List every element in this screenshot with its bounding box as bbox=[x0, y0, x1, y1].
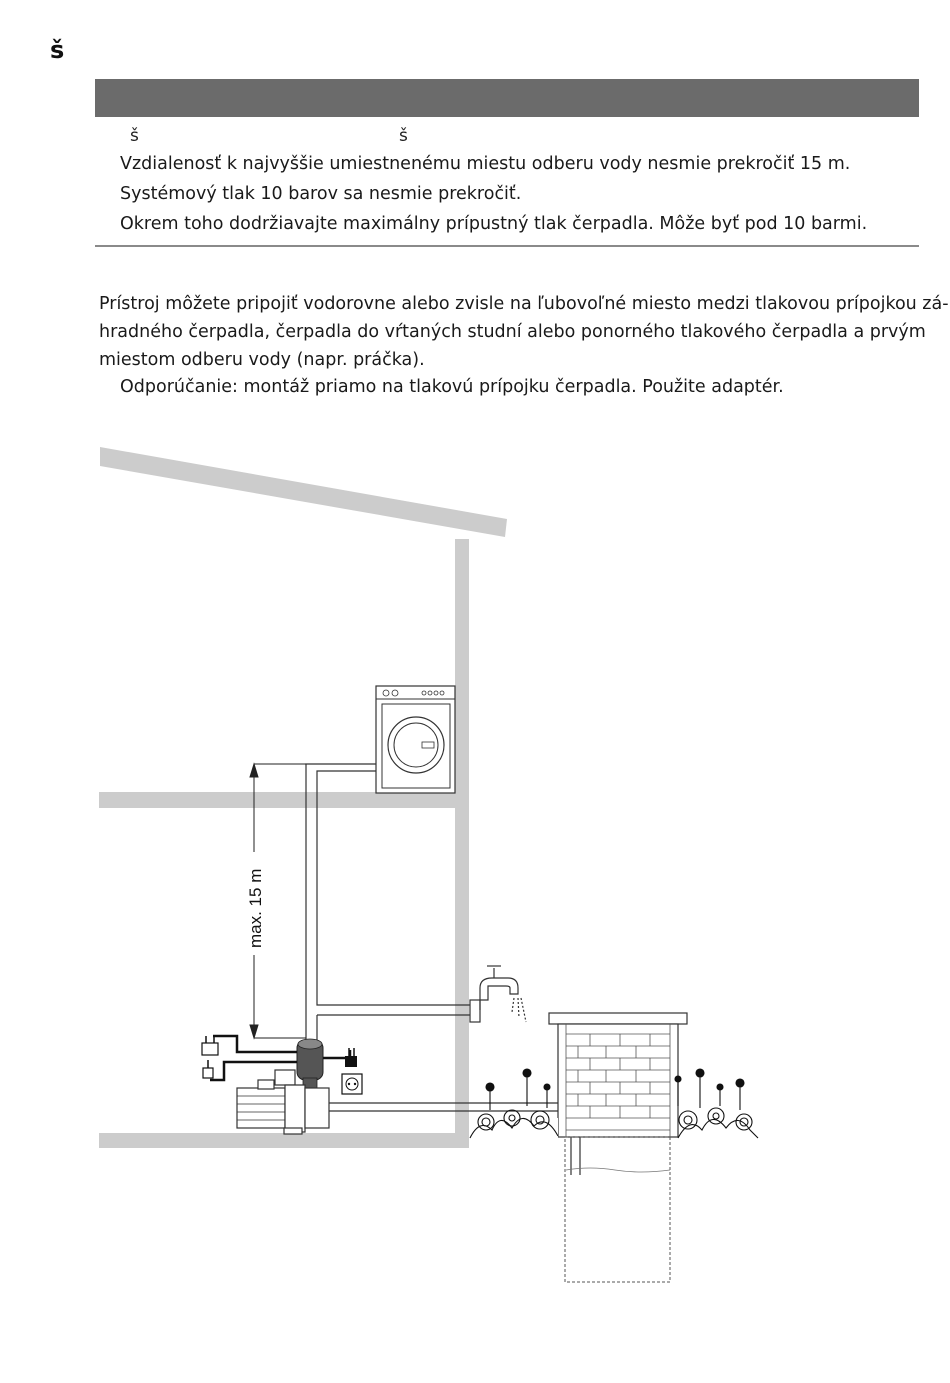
dimension-label: max. 15 m bbox=[246, 868, 265, 948]
water-pipe bbox=[306, 764, 470, 1042]
note-line-distance: Vzdialenosť k najvyššie umiestnenému miestu odberu vody nesmie prekročiť 15 m. bbox=[120, 154, 851, 174]
note-heading-right: š bbox=[399, 126, 408, 146]
recommendation-text: Odporúčanie: montáž priamo na tlakovú prípojku čerpadla. Použite adaptér. bbox=[120, 377, 784, 397]
paragraph-line: Prístroj môžete pripojiť vodorovne alebo zvisle na ľubovoľné miesto medzi tlakovou prípojkou zá- bbox=[99, 294, 949, 314]
note-heading-left: š bbox=[130, 126, 139, 146]
pressure-switch-icon bbox=[297, 1039, 323, 1090]
section-banner bbox=[95, 79, 919, 117]
paragraph-line: hradného čerpadla, čerpadla do vŕtaných studní alebo ponorného tlakového čerpadla a prvým bbox=[99, 322, 926, 342]
upper-floor bbox=[99, 792, 469, 808]
ground-floor bbox=[99, 1133, 469, 1148]
roof-icon bbox=[100, 447, 507, 537]
note-line-system-pressure: Systémový tlak 10 barov sa nesmie prekročiť. bbox=[120, 184, 522, 204]
washing-machine-icon bbox=[376, 686, 455, 793]
well-icon bbox=[549, 1013, 687, 1282]
note-divider bbox=[95, 245, 919, 247]
installation-paragraph bbox=[99, 290, 949, 374]
paragraph-line: miestom odberu vody (napr. práčka). bbox=[99, 350, 425, 370]
power-plug-icon bbox=[202, 1036, 357, 1078]
water-tap-icon bbox=[470, 966, 526, 1022]
note-line-pump-pressure: Okrem toho dodržiavajte maximálny prípustný tlak čerpadla. Môže byť pod 10 barmi. bbox=[120, 214, 868, 234]
flowers-icon bbox=[470, 1069, 758, 1138]
page-corner-mark: š bbox=[50, 36, 65, 64]
power-cable bbox=[210, 1036, 350, 1080]
pump-icon bbox=[237, 1070, 329, 1134]
suction-pipe bbox=[329, 1103, 580, 1175]
wall-socket-icon bbox=[342, 1074, 362, 1094]
outer-wall bbox=[455, 539, 469, 1147]
dimension-line bbox=[250, 764, 306, 1038]
